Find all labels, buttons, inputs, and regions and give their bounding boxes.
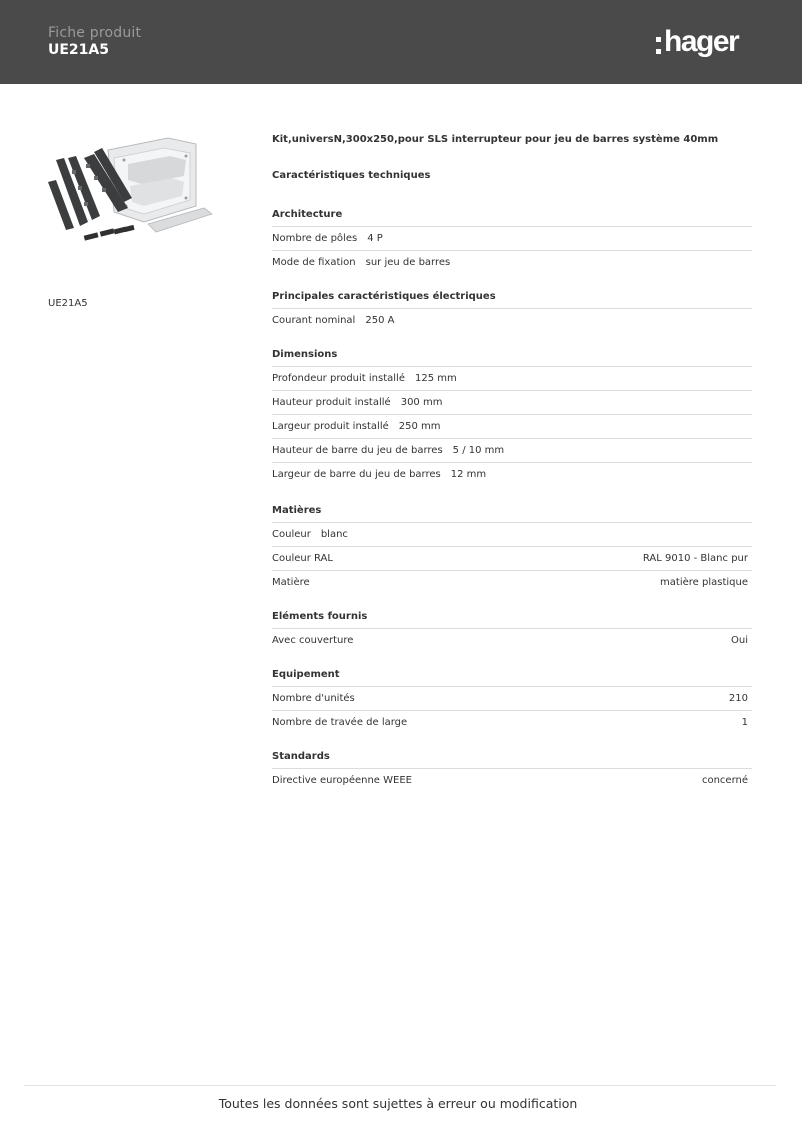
- spec-section: [272, 606, 752, 652]
- spec-value: 250 mm: [398, 421, 441, 432]
- spec-value: 210: [728, 693, 748, 704]
- spec-value: 5 / 10 mm: [452, 445, 505, 456]
- spec-label: Mode de fixation: [272, 257, 356, 268]
- spec-label: Courant nominal: [272, 315, 356, 326]
- spec-row: [272, 251, 752, 274]
- header-kicker: Fiche produit: [48, 25, 142, 41]
- header-product-code: UE21A5: [48, 42, 109, 58]
- left-product-code: UE21A5: [48, 298, 88, 309]
- spec-value: 12 mm: [450, 469, 487, 480]
- spec-value: concerné: [701, 775, 748, 786]
- spec-label: Largeur produit installé: [272, 421, 389, 432]
- logo-wordmark: hager: [664, 25, 739, 58]
- spec-value: sur jeu de barres: [365, 257, 451, 268]
- spec-row: [272, 769, 752, 792]
- spec-sections: [272, 204, 752, 792]
- spec-row: [272, 439, 752, 463]
- spec-row: [272, 367, 752, 391]
- spec-row: [272, 415, 752, 439]
- spec-label: Nombre d'unités: [272, 693, 355, 704]
- spec-section: [272, 344, 752, 486]
- spec-label: Couleur RAL: [272, 553, 333, 564]
- spec-row: [272, 547, 752, 571]
- spec-section: [272, 204, 752, 274]
- footer-divider: [24, 1085, 776, 1086]
- spec-label: Hauteur produit installé: [272, 397, 391, 408]
- page-header: [0, 0, 802, 84]
- hager-logo: [656, 22, 738, 62]
- spec-label: Profondeur produit installé: [272, 373, 405, 384]
- section-title: Dimensions: [272, 344, 752, 367]
- section-title: Principales caractéristiques électriques: [272, 286, 752, 309]
- section-title: Equipement: [272, 664, 752, 687]
- spec-value: matière plastique: [660, 577, 748, 588]
- spec-value: 4 P: [367, 233, 383, 244]
- spec-row: [272, 309, 752, 332]
- spec-value: Oui: [731, 635, 748, 646]
- spec-row: [272, 629, 752, 652]
- spec-section: [272, 286, 752, 332]
- spec-row: [272, 391, 752, 415]
- spec-label: Nombre de travée de large: [272, 717, 408, 728]
- section-title: Matières: [272, 500, 752, 523]
- spec-label: Couleur: [272, 529, 311, 540]
- spec-row: [272, 687, 752, 711]
- spec-value: blanc: [320, 529, 348, 540]
- spec-value: 300 mm: [400, 397, 443, 408]
- spec-value: 125 mm: [414, 373, 457, 384]
- footer-disclaimer: Toutes les données sont sujettes à erreur ou modification: [218, 1096, 578, 1111]
- spec-label: Largeur de barre du jeu de barres: [272, 469, 441, 480]
- spec-section: [272, 500, 752, 594]
- product-title: Kit,universN,300x250,pour SLS interrupteur pour jeu de barres système 40mm: [272, 134, 719, 145]
- spec-value: 1: [741, 717, 748, 728]
- section-title: Eléments fournis: [272, 606, 752, 629]
- spec-row: [272, 523, 752, 547]
- spec-label: Avec couverture: [272, 635, 354, 646]
- spec-section: [272, 664, 752, 734]
- spec-row: [272, 571, 752, 594]
- spec-label: Nombre de pôles: [272, 233, 358, 244]
- spec-section: [272, 746, 752, 792]
- product-image: [44, 136, 220, 248]
- spec-label: Hauteur de barre du jeu de barres: [272, 445, 443, 456]
- spec-row: [272, 227, 752, 251]
- section-title: Standards: [272, 746, 752, 769]
- spec-value: 250 A: [365, 315, 395, 326]
- spec-value: RAL 9010 - Blanc pur: [642, 553, 748, 564]
- spec-label: Directive européenne WEEE: [272, 775, 412, 786]
- spec-row: [272, 463, 752, 486]
- section-title: Architecture: [272, 204, 752, 227]
- logo-dots-icon: [656, 37, 661, 54]
- spec-row: [272, 711, 752, 734]
- spec-content: [272, 132, 752, 792]
- spec-title: Caractéristiques techniques: [272, 170, 431, 181]
- spec-label: Matière: [272, 577, 310, 588]
